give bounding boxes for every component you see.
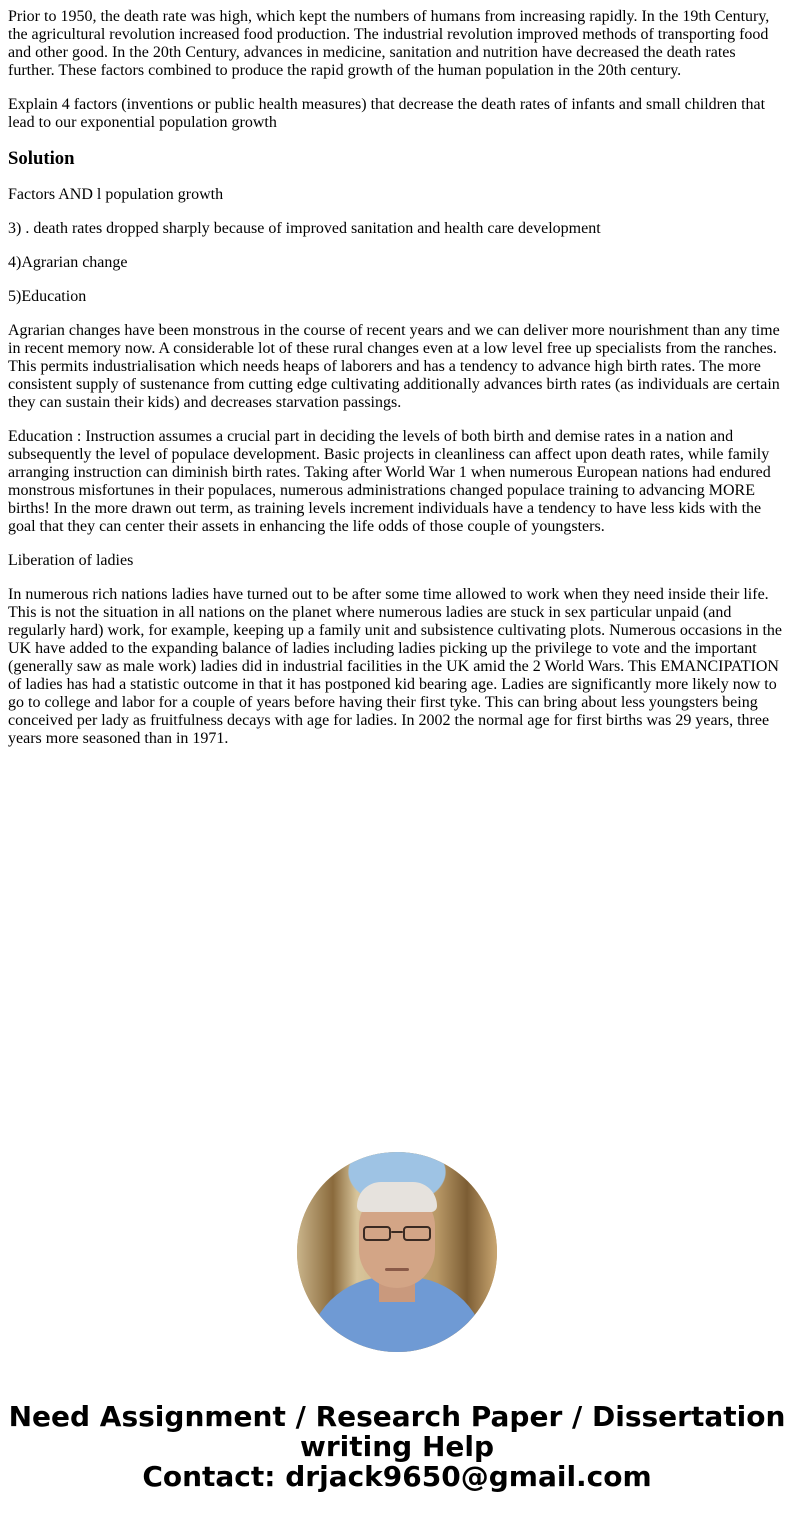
solution-paragraph: In numerous rich nations ladies have turned out to be after some time allowed to work when they need inside their life. This is not the situation in all nations on the planet where numerous ladies are stuck in sex particular unpaid (and regularly hard) work, for example, keeping up a family unit and subsistence cultivating plots. Numerous occasions in the UK have added to the expanding balance of ladies including ladies picking up the privilege to vote and the important (generally saw as male work) ladies did in industrial facilities in the UK amid the 2 World Wars. This EMANCIPATION of ladies has had a statistic outcome in that it has postponed kid bearing age. Ladies are significantly more likely now to go to college and labor for a couple of years before having their first tyke. This can bring about less youngsters being conceived per lady as fruitfulness decays with age for ladies. In 2002 the normal age for first births was 29 years, three years more seasoned than in 1971.: [8, 586, 783, 747]
solution-paragraph: Agrarian changes have been monstrous in the course of recent years and we can deliver more nourishment than any time in recent memory now. A considerable lot of these rural changes even at a low level free up specialists from the ranches. This permits industrialisation which needs heaps of laborers and has a tendency to advance high birth rates. The more consistent supply of sustenance from cutting edge cultivating additionally advances birth rates (as individuals are certain they can sustain their kids) and decreases starvation passings.: [8, 322, 780, 411]
solution-paragraph: 5)Education: [8, 288, 87, 305]
solution-paragraph: Factors AND l population growth: [8, 186, 224, 203]
footer-advert: [0, 1402, 794, 1492]
footer-line: Need Assignment / Research Paper / Dissertation: [8, 1400, 786, 1433]
footer-contact: Contact: drjack9650@gmail.com: [142, 1460, 652, 1493]
solution-paragraph: 3) . death rates dropped sharply because of improved sanitation and health care development: [8, 220, 601, 237]
footer-banner: [0, 1152, 794, 1492]
footer-line: writing Help: [299, 1430, 495, 1463]
glasses-icon: [363, 1226, 431, 1242]
solution-heading: Solution: [8, 148, 75, 169]
solution-paragraph: 4)Agrarian change: [8, 254, 128, 271]
question-prompt: Explain 4 factors (inventions or public health measures) that decrease the death rates of infants and small children that lead to our exponential population growth: [8, 96, 766, 131]
solution-paragraph: Education : Instruction assumes a crucial part in deciding the levels of both birth and demise rates in a nation and subsequently the level of populace development. Basic projects in cleanliness can affect upon death rates, while family arranging instruction can diminish birth rates. Taking after World War 1 when numerous European nations had endured monstrous misfortunes in their populaces, numerous administrations changed populace training to advancing MORE births! In the more drawn out term, as training levels increment individuals have a tendency to have less kids with the goal that they can center their assets in enhancing the life odds of those couple of youngsters.: [8, 428, 771, 535]
author-avatar: [297, 1152, 497, 1352]
document-body: [8, 8, 786, 764]
solution-paragraph: Liberation of ladies: [8, 552, 134, 569]
question-intro: Prior to 1950, the death rate was high, which kept the numbers of humans from increasing rapidly. In the 19th Century, the agricultural revolution increased food production. The industrial revolution improved methods of transporting food and other good. In the 20th Century, advances in medicine, sanitation and nutrition have decreased the death rates further. These factors combined to produce the rapid growth of the human population in the 20th century.: [8, 8, 770, 79]
